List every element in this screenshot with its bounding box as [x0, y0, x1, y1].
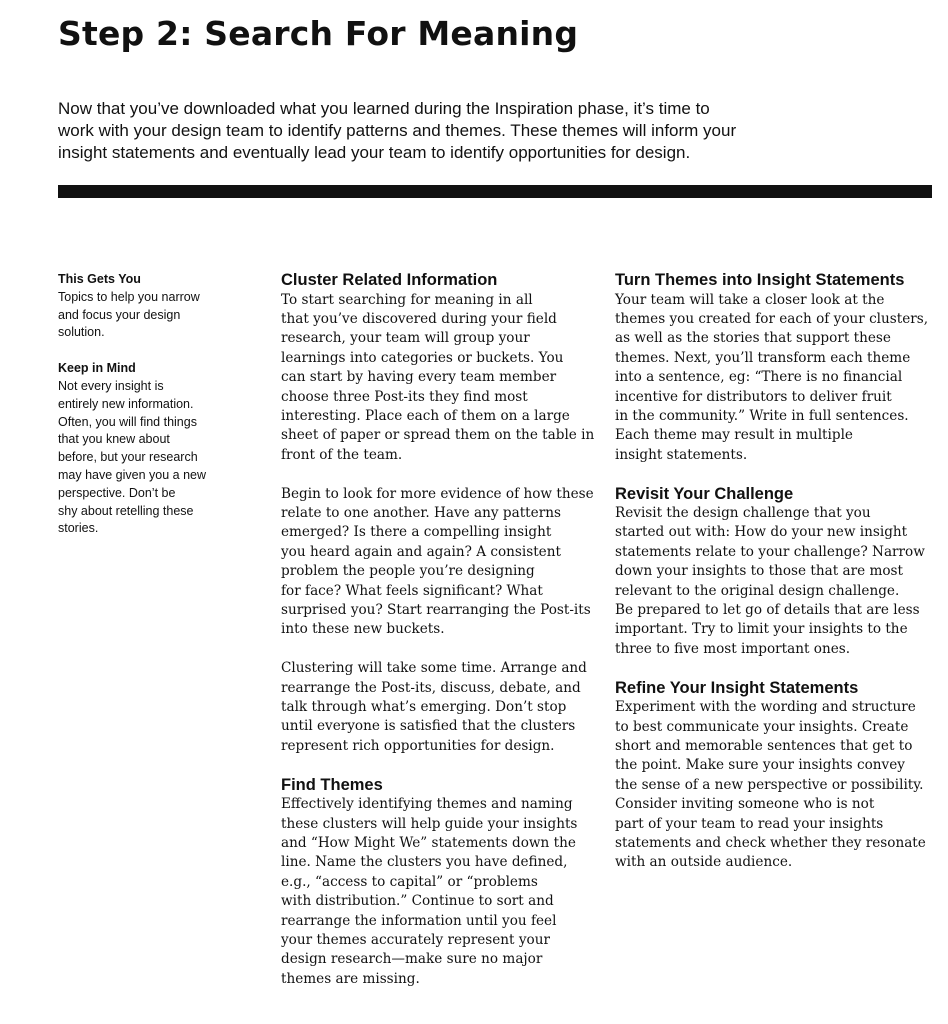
- revisit-challenge-paragraph: [615, 504, 940, 659]
- body-line: important. Try to limit your insights to the: [615, 621, 908, 638]
- sidebar-text-line: Topics to help you narrow: [58, 289, 200, 304]
- body-line: surprised you? Start rearranging the Post-its: [281, 601, 591, 618]
- body-line: statements relate to your challenge? Narrow: [615, 543, 925, 560]
- body-line: rearrange the information until you feel: [281, 912, 557, 929]
- refine-insights-paragraph: [615, 698, 940, 873]
- body-line: Each theme may result in multiple: [615, 427, 853, 444]
- body-line: that you’ve discovered during your field: [281, 310, 557, 327]
- cluster-heading: Cluster Related Information: [281, 271, 498, 289]
- body-line: talk through what’s emerging. Don’t stop: [281, 699, 567, 715]
- page-title: Step 2: Search For Meaning: [58, 14, 579, 53]
- this-gets-you-block: [58, 271, 233, 342]
- body-line: in the community.” Write in full sentences.: [615, 407, 909, 424]
- body-line: represent rich opportunities for design.: [281, 737, 555, 754]
- sidebar-text-line: before, but your research: [58, 450, 198, 465]
- turn-themes-heading: Turn Themes into Insight Statements: [615, 271, 905, 289]
- body-line: themes are missing.: [281, 970, 420, 987]
- sidebar-text-line: solution.: [58, 325, 105, 340]
- body-line: relate to one another. Have any patterns: [281, 504, 561, 521]
- body-line: problem the people you’re designing: [281, 563, 535, 580]
- body-line: to best communicate your insights. Create: [615, 718, 909, 735]
- right-column: [615, 271, 940, 873]
- sidebar-notes: [58, 271, 233, 538]
- body-line: To start searching for meaning in all: [281, 291, 533, 308]
- body-line: three to five most important ones.: [615, 640, 851, 657]
- body-line: insight statements.: [615, 446, 748, 463]
- body-line: choose three Post-its they find most: [281, 388, 528, 405]
- intro-paragraph: [58, 98, 858, 164]
- body-line: rearrange the Post-its, discuss, debate, and: [281, 679, 581, 696]
- section-divider-bar: [58, 185, 932, 198]
- sidebar-text-line: may have given you a new: [58, 467, 207, 482]
- body-line: as well as the stories that support these: [615, 330, 891, 347]
- body-line: themes you created for each of your clusters,: [615, 310, 929, 327]
- turn-themes-paragraph: [615, 291, 940, 466]
- body-line: Revisit the design challenge that you: [615, 505, 871, 522]
- sidebar-text-line: Often, you will find things: [58, 414, 197, 429]
- intro-line: insight statements and eventually lead your team to identify opportunities for design.: [58, 143, 691, 162]
- body-line: down your insights to those that are most: [615, 563, 903, 580]
- middle-column: [281, 271, 606, 989]
- body-line: and “How Might We” statements down the: [281, 834, 576, 851]
- body-line: interesting. Place each of them on a large: [281, 407, 570, 424]
- body-line: emerged? Is there a compelling insight: [281, 524, 552, 541]
- sidebar-text-line: entirely new information.: [58, 396, 194, 411]
- body-line: your themes accurately represent your: [281, 931, 550, 948]
- body-line: with distribution.” Continue to sort and: [281, 893, 554, 910]
- body-line: Begin to look for more evidence of how these: [281, 485, 594, 502]
- refine-insights-heading: Refine Your Insight Statements: [615, 678, 859, 697]
- body-line: the sense of a new perspective or possibility.: [615, 776, 924, 793]
- body-line: design research—make sure no major: [281, 951, 543, 968]
- body-line: into a sentence, eg: “There is no financial: [615, 369, 903, 386]
- sidebar-text-line: that you knew about: [58, 432, 170, 447]
- find-themes-heading: Find Themes: [281, 775, 383, 794]
- cluster-paragraph-3: [281, 659, 606, 756]
- body-line: Effectively identifying themes and naming: [281, 796, 573, 813]
- body-line: short and memorable sentences that get to: [615, 738, 913, 754]
- intro-line: Now that you’ve downloaded what you learned during the Inspiration phase, it’s time to: [58, 99, 710, 118]
- body-line: into these new buckets.: [281, 621, 445, 638]
- sidebar-text-line: stories.: [58, 521, 99, 536]
- body-line: line. Name the clusters you have defined,: [281, 854, 568, 871]
- body-line: themes. Next, you’ll transform each theme: [615, 349, 911, 366]
- body-line: Clustering will take some time. Arrange and: [281, 660, 587, 677]
- cluster-paragraph-1: [281, 291, 606, 466]
- body-line: front of the team.: [281, 446, 403, 463]
- keep-in-mind-block: [58, 360, 233, 538]
- body-line: you heard again and again? A consistent: [281, 543, 561, 560]
- body-line: e.g., “access to capital” or “problems: [281, 873, 538, 890]
- revisit-challenge-heading: Revisit Your Challenge: [615, 484, 794, 503]
- sidebar-text-line: Not every insight is: [58, 378, 164, 393]
- body-line: can start by having every team member: [281, 369, 557, 386]
- body-line: for face? What feels significant? What: [281, 582, 543, 599]
- sidebar-text-line: perspective. Don’t be: [58, 485, 176, 500]
- body-line: part of your team to read your insights: [615, 815, 884, 832]
- intro-line: work with your design team to identify patterns and themes. These themes will inform your: [58, 121, 737, 140]
- find-themes-paragraph: [281, 795, 606, 989]
- body-line: Experiment with the wording and structure: [615, 699, 916, 716]
- body-line: Be prepared to let go of details that are less: [615, 602, 920, 619]
- body-line: Your team will take a closer look at the: [615, 291, 885, 308]
- sidebar-text-line: and focus your design: [58, 307, 181, 322]
- keep-in-mind-heading: Keep in Mind: [58, 361, 136, 376]
- body-line: these clusters will help guide your insights: [281, 815, 578, 832]
- this-gets-you-heading: This Gets You: [58, 272, 141, 286]
- body-line: learnings into categories or buckets. You: [281, 349, 564, 366]
- body-line: Consider inviting someone who is not: [615, 796, 875, 813]
- body-line: started out with: How do your new insight: [615, 524, 908, 541]
- body-line: incentive for distributors to deliver fruit: [615, 388, 892, 405]
- sidebar-text-line: shy about retelling these: [58, 503, 194, 518]
- body-line: relevant to the original design challenge.: [615, 582, 900, 599]
- body-line: research, your team will group your: [281, 330, 530, 347]
- body-line: with an outside audience.: [615, 854, 793, 871]
- body-line: the point. Make sure your insights convey: [615, 757, 905, 774]
- body-line: statements and check whether they resonate: [615, 835, 926, 852]
- cluster-paragraph-2: [281, 485, 606, 640]
- body-line: sheet of paper or spread them on the table in: [281, 427, 595, 444]
- body-line: until everyone is satisfied that the clusters: [281, 718, 576, 735]
